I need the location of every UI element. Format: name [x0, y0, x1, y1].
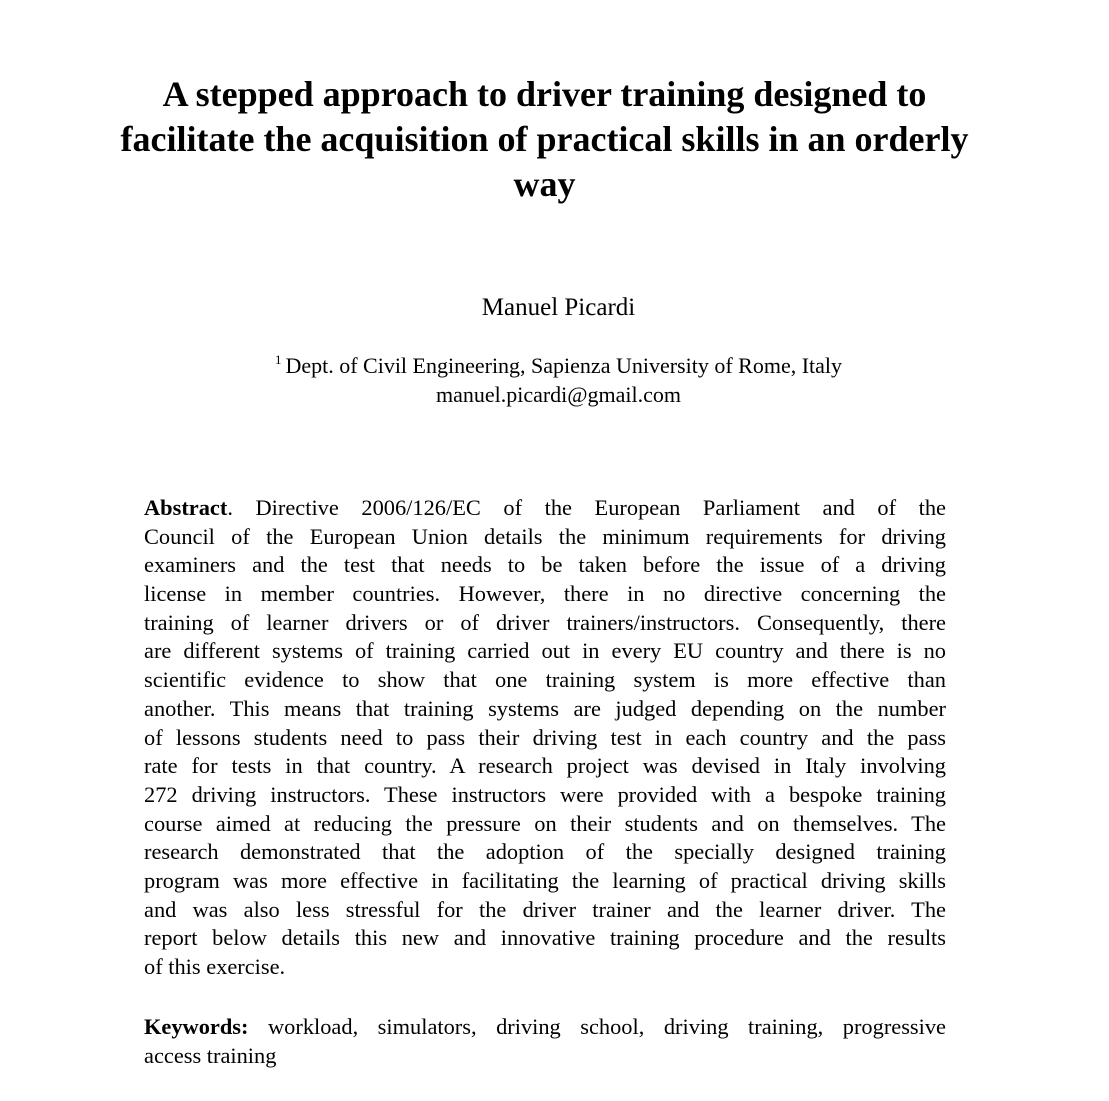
- keywords-label: Keywords:: [144, 1014, 249, 1039]
- abstract-line: of this exercise.: [144, 954, 286, 979]
- author-name: Manuel Picardi: [481, 294, 636, 321]
- abstract-line: research demonstrated that the adoption of the specially designed training: [144, 839, 946, 865]
- abstract-line: another. This means that training systems are judged depending on the number: [144, 695, 946, 721]
- abstract-line: Council of the European Union details the minimum requirements for driving: [144, 523, 946, 549]
- keywords: [144, 1012, 946, 1070]
- abstract-line: scientific evidence to show that one training system is more effective than: [144, 667, 946, 693]
- affiliation-marker: 1: [274, 352, 282, 367]
- title-line: way: [513, 164, 576, 204]
- abstract-line: examiners and the test that needs to be taken before the issue of a driving: [144, 552, 946, 578]
- abstract-line: are different systems of training carried out in every EU country and there is no: [144, 638, 946, 664]
- paper-title: [60, 72, 1029, 207]
- keywords-line-text: workload, simulators, driving school, driving training, progressive: [248, 1014, 946, 1039]
- abstract-line: course aimed at reducing the pressure on their students and on themselves. The: [144, 810, 946, 836]
- abstract-line: report below details this new and innovative training procedure and the results: [144, 925, 946, 951]
- title-line: A stepped approach to driver training designed to: [162, 74, 927, 114]
- author-affiliation: [0, 352, 1109, 380]
- abstract-line: rate for tests in that country. A research project was devised in Italy involving: [144, 753, 946, 779]
- abstract-line: of lessons students need to pass their driving test in each country and the pass: [144, 724, 946, 750]
- keywords-line: access training: [144, 1043, 277, 1068]
- abstract-label: Abstract: [144, 495, 228, 520]
- abstract-line: [144, 494, 946, 523]
- abstract-line: 272 driving instructors. These instructors were provided with a bespoke training: [144, 781, 946, 807]
- abstract-line: training of learner drivers or of driver trainers/instructors. Consequently, there: [144, 609, 946, 635]
- abstract: [144, 494, 946, 982]
- abstract-line: license in member countries. However, there in no directive concerning the: [144, 581, 946, 607]
- affiliation-text: Dept. of Civil Engineering, Sapienza University of Rome, Italy: [285, 353, 843, 378]
- abstract-line-text: . Directive 2006/126/EC of the European Parliament and of the: [227, 495, 946, 520]
- abstract-line: and was also less stressful for the driver trainer and the learner driver. The: [144, 896, 946, 922]
- title-line: facilitate the acquisition of practical skills in an orderly: [120, 119, 969, 159]
- keywords-line: [144, 1012, 946, 1041]
- author-email: manuel.picardi@gmail.com: [435, 382, 682, 407]
- abstract-line: program was more effective in facilitating the learning of practical driving skills: [144, 867, 946, 893]
